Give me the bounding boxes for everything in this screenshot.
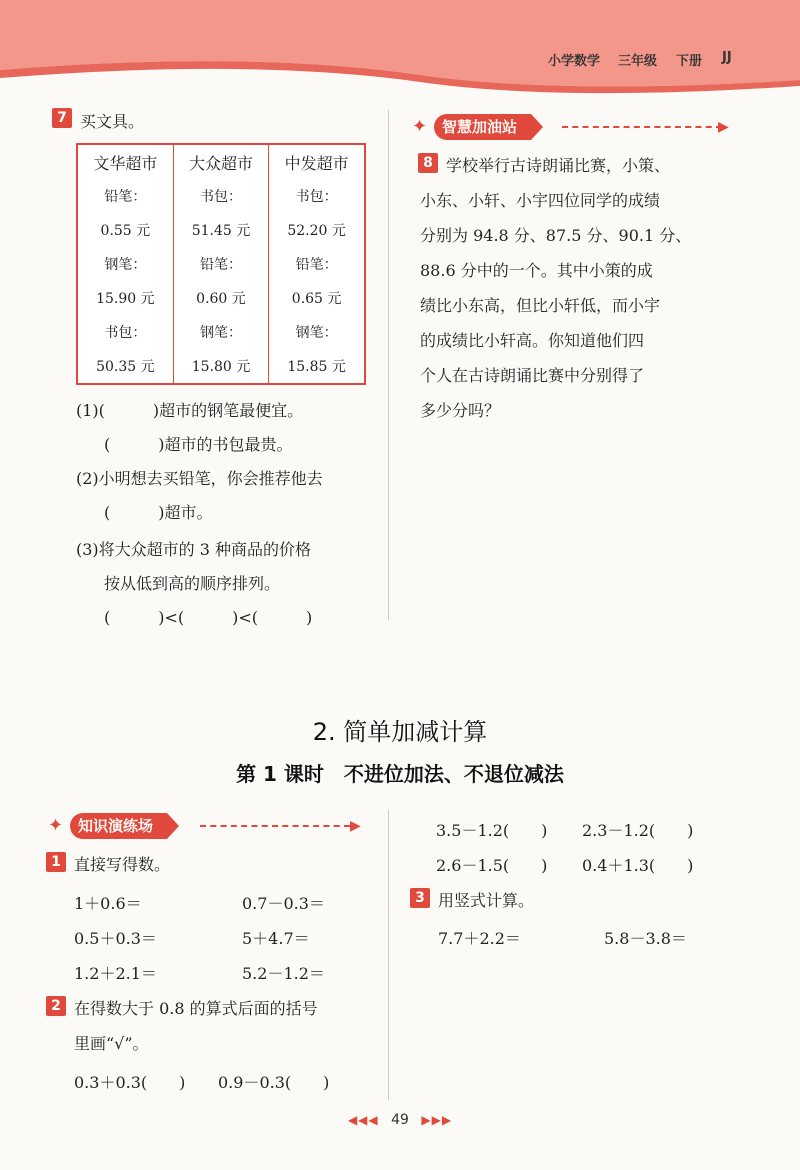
q7-sub3-line2: 按从低到高的顺序排列。 [104, 574, 281, 593]
section-title: 2. 简单加减计算 [312, 718, 488, 746]
q8-line: 学校举行古诗朗诵比赛，小策、 [446, 156, 671, 175]
table-cell: 52.20 元 [269, 213, 365, 247]
arrow-right-icon: ▶ [718, 119, 729, 135]
table-cell: 书包： [77, 315, 173, 349]
store-header-zhongfa: 中发超市 [269, 144, 365, 179]
arrow-right-icon: ▶ [350, 818, 361, 834]
banner-zhihui [412, 114, 742, 140]
banner-zhishi [48, 813, 368, 839]
q1-item: 5.2－1.2＝ [242, 964, 325, 983]
q1-item: 0.7－0.3＝ [242, 894, 325, 913]
table-cell: 15.90 元 [77, 281, 173, 315]
table-cell: 0.60 元 [173, 281, 269, 315]
header-subject: 小学数学 [548, 54, 601, 69]
triangle-right-icon: ▶▶▶ [421, 1113, 453, 1127]
table-cell: 书包： [269, 179, 365, 213]
q8-line: 分别为 94.8 分、87.5 分、90.1 分、 [420, 226, 692, 245]
q7-sub2-line1: (2)小明想去买铅笔，你会推荐他去 [76, 469, 323, 488]
table-cell: 0.55 元 [77, 213, 173, 247]
banner-dash [562, 126, 722, 128]
column-divider [388, 110, 389, 620]
q3-item: 7.7＋2.2＝ [438, 929, 521, 948]
q2-line2: 里画“√”。 [74, 1034, 149, 1053]
q8-line: 88.6 分中的一个。其中小策的成 [420, 261, 653, 280]
page-number: 49 [391, 1112, 409, 1128]
q7-sub2-line2: ( )超市。 [104, 503, 213, 522]
q1-item: 5＋4.7＝ [242, 929, 310, 948]
table-cell: 书包： [173, 179, 269, 213]
header-edition: JJ [722, 50, 732, 65]
lesson-subtitle: 第 1 课时 不进位加法、不退位减法 [236, 762, 564, 786]
q3-title: 用竖式计算。 [438, 891, 535, 910]
q7-sub1-line1: (1)( )超市的钢笔最便宜。 [76, 401, 304, 420]
q8-number-badge: 8 [418, 153, 438, 173]
table-cell: 铅笔： [173, 247, 269, 281]
store-header-wenhua: 文华超市 [77, 144, 173, 179]
triangle-left-icon: ◀◀◀ [347, 1113, 379, 1127]
header-volume: 下册 [676, 54, 703, 69]
table-cell: 51.45 元 [173, 213, 269, 247]
table-cell: 钢笔： [77, 247, 173, 281]
q7-number-badge: 7 [52, 108, 72, 128]
store-header-dazhong: 大众超市 [173, 144, 269, 179]
banner-zhishi-label: 知识演练场 [70, 813, 167, 839]
q1-item: 1.2＋2.1＝ [74, 964, 157, 983]
store-price-table [76, 143, 366, 385]
q8-line: 小东、小轩、小宇四位同学的成绩 [420, 191, 661, 210]
q8-line: 个人在古诗朗诵比赛中分别得了 [420, 366, 645, 385]
table-cell: 钢笔： [269, 315, 365, 349]
header-grade: 三年级 [618, 54, 658, 69]
q3-number-badge: 3 [410, 888, 430, 908]
banner-dash [200, 825, 350, 827]
q2-item: 2.3－1.2( ) [582, 821, 694, 840]
banner-zhihui-label: 智慧加油站 [434, 114, 531, 140]
q2-line1: 在得数大于 0.8 的算式后面的括号 [74, 999, 318, 1018]
star-icon: ✦ [48, 815, 64, 836]
table-cell: 15.85 元 [269, 349, 365, 384]
page-footer [0, 1112, 800, 1128]
table-cell: 15.80 元 [173, 349, 269, 384]
column-divider-bottom [388, 810, 389, 1100]
q1-item: 1＋0.6＝ [74, 894, 142, 913]
table-cell: 铅笔： [269, 247, 365, 281]
q2-item: 2.6－1.5( ) [436, 856, 548, 875]
q2-item: 0.4＋1.3( ) [582, 856, 694, 875]
q7-sub1-line2: ( )超市的书包最贵。 [104, 435, 293, 454]
q1-number-badge: 1 [46, 852, 66, 872]
q2-number-badge: 2 [46, 996, 66, 1016]
table-cell: 0.65 元 [269, 281, 365, 315]
q2-item: 0.3＋0.3( ) [74, 1073, 186, 1092]
q7-title: 买文具。 [80, 112, 145, 131]
table-cell: 铅笔： [77, 179, 173, 213]
q8-line: 的成绩比小轩高。你知道他们四 [420, 331, 645, 350]
table-cell: 钢笔： [173, 315, 269, 349]
q1-item: 0.5＋0.3＝ [74, 929, 157, 948]
q1-title: 直接写得数。 [74, 855, 171, 874]
q8-line: 多少分吗？ [420, 401, 501, 420]
star-icon: ✦ [412, 116, 428, 137]
q2-item: 3.5－1.2( ) [436, 821, 548, 840]
q7-sub3-answer: ( )<( )<( ) [104, 608, 313, 627]
table-cell: 50.35 元 [77, 349, 173, 384]
q8-line: 绩比小东高，但比小轩低，而小宇 [420, 296, 661, 315]
q2-item: 0.9－0.3( ) [218, 1073, 330, 1092]
q7-sub3-line1: (3)将大众超市的 3 种商品的价格 [76, 540, 312, 559]
q3-item: 5.8－3.8＝ [604, 929, 687, 948]
